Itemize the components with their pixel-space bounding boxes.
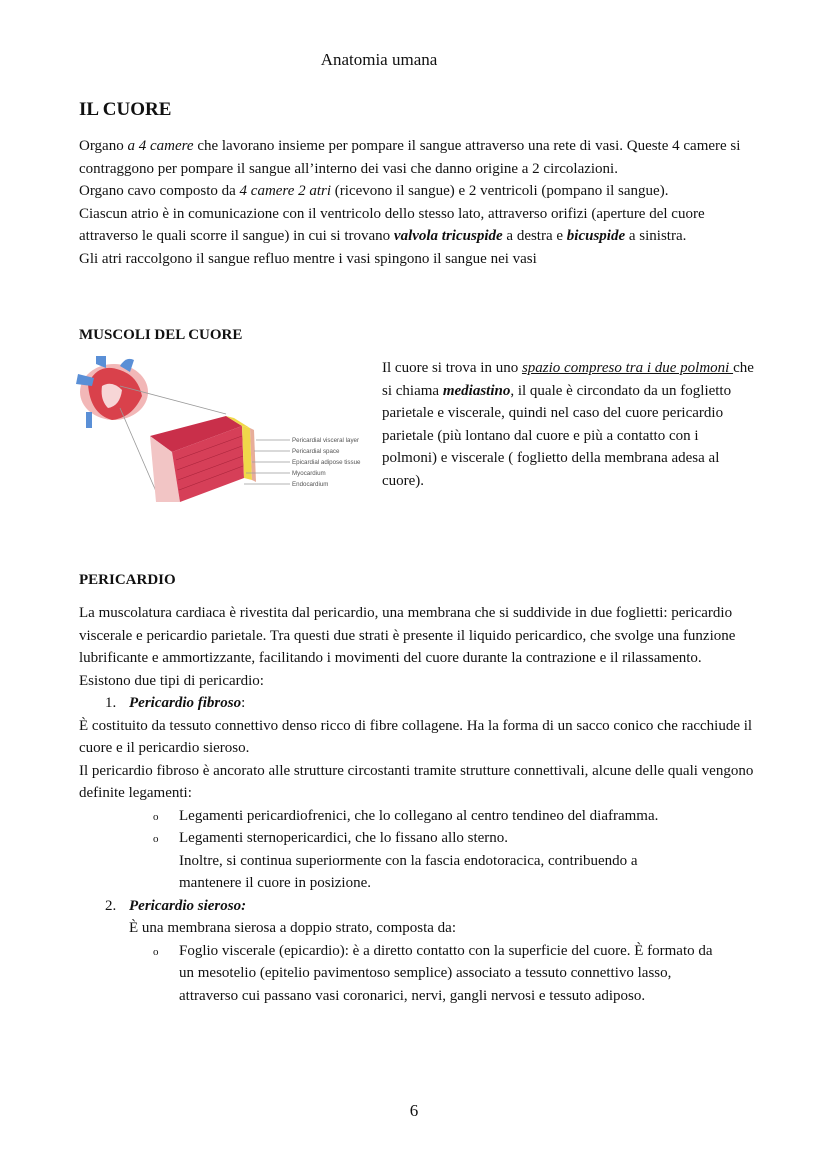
paragraph: È costituito da tessuto connettivo denso ricco di fibre collagene. Ha la forma di un sacco conico che racchiude il cuore e il pericardio sieroso. [79, 717, 753, 756]
paragraph: La muscolatura cardiaca è rivestita dal pericardio, una membrana che si suddivide in due foglietti: pericardio viscerale e pericardio parietale. Tra questi due strati è presente il liquido pericardico, che svolge una funzione lubrificante e ammortizzante, facilitando i movimenti del cuore durante la contrazione e il rilassamento. [79, 605, 736, 666]
paragraph: È una membrana sierosa a doppio strato, composta da: [129, 920, 456, 936]
mediastino-paragraph: Il cuore si trova in uno spazio compreso tra i due polmoni che si chiama mediastino, il quale è circondato da un foglietto parietale e viscerale, quindi nel caso del cuore pericardio parietale (più lontano dal cuore e più a contatto con i polmoni) e viscerale ( foglietto della membrana adesa al cuore). [382, 360, 754, 489]
figure-label: Epicardial adipose tissue [292, 459, 361, 466]
page-number: 6 [409, 1101, 419, 1120]
paragraph: Inoltre, si continua superiormente con la fascia endotoracica, contribuendo a mantenere il cuore in posizione. [179, 852, 638, 891]
list-item: o Foglio viscerale (epicardio): è a diretto contatto con la superficie del cuore. È formato da un mesotelio (epitelio pavimentoso semplice) associato a tessuto connettivo lasso, attraverso cui passano vasi coronarici, nervi, gangli nervosi e tessuto adiposo. [153, 942, 713, 1004]
list-item: o Legamenti sternopericardici, che lo fissano allo sterno. [153, 830, 509, 846]
figure-label: Pericardial space [292, 448, 340, 455]
section-heading-cuore: IL CUORE [79, 99, 172, 120]
header-title: Anatomia umana [320, 50, 438, 69]
heart-wall-illustration [76, 356, 376, 504]
paragraph: Il pericardio fibroso è ancorato alle strutture circostanti tramite strutture connettivali, alcune delle quali vengono definite legamenti: [79, 762, 754, 801]
figure-label: Pericardial visceral layer [292, 437, 360, 444]
section-heading-pericardio: PERICARDIO [79, 572, 176, 588]
paragraph: Gli atri raccolgono il sangue refluo mentre i vasi spingono il sangue nei vasi [79, 250, 537, 267]
heart-wall-figure [76, 356, 376, 504]
list-item: 2. Pericardio sieroso: [105, 897, 247, 914]
paragraph: Ciascun atrio è in comunicazione con il ventricolo dello stesso lato, attraverso orifizi (aperture del cuore attraverso le quali scorre il sangue) in cui si trovano valvola tricuspide a destra e bicuspide a sinistra. [79, 205, 705, 244]
paragraph: Organo cavo composto da 4 camere 2 atri (ricevono il sangue) e 2 ventricoli (pompano il sangue). [79, 183, 669, 199]
paragraph: Organo a 4 camere che lavorano insieme per pompare il sangue attraverso una rete di vasi. Queste 4 camere si contraggono per pompare il sangue all’interno dei vasi che danno origine a 2 circolazioni. [79, 138, 741, 177]
figure-label: Myocardium [292, 470, 326, 477]
section-body-cuore [79, 135, 754, 270]
section-heading-muscoli: MUSCOLI DEL CUORE [79, 327, 243, 343]
paragraph: Esistono due tipi di pericardio: [79, 672, 264, 689]
figure-label: Endocardium [292, 481, 329, 488]
list-item: o Legamenti pericardiofrenici, che lo collegano al centro tendineo del diaframma. [153, 807, 659, 824]
section-body-pericardio [79, 602, 754, 1007]
list-item: 1. Pericardio fibroso: [105, 695, 246, 711]
